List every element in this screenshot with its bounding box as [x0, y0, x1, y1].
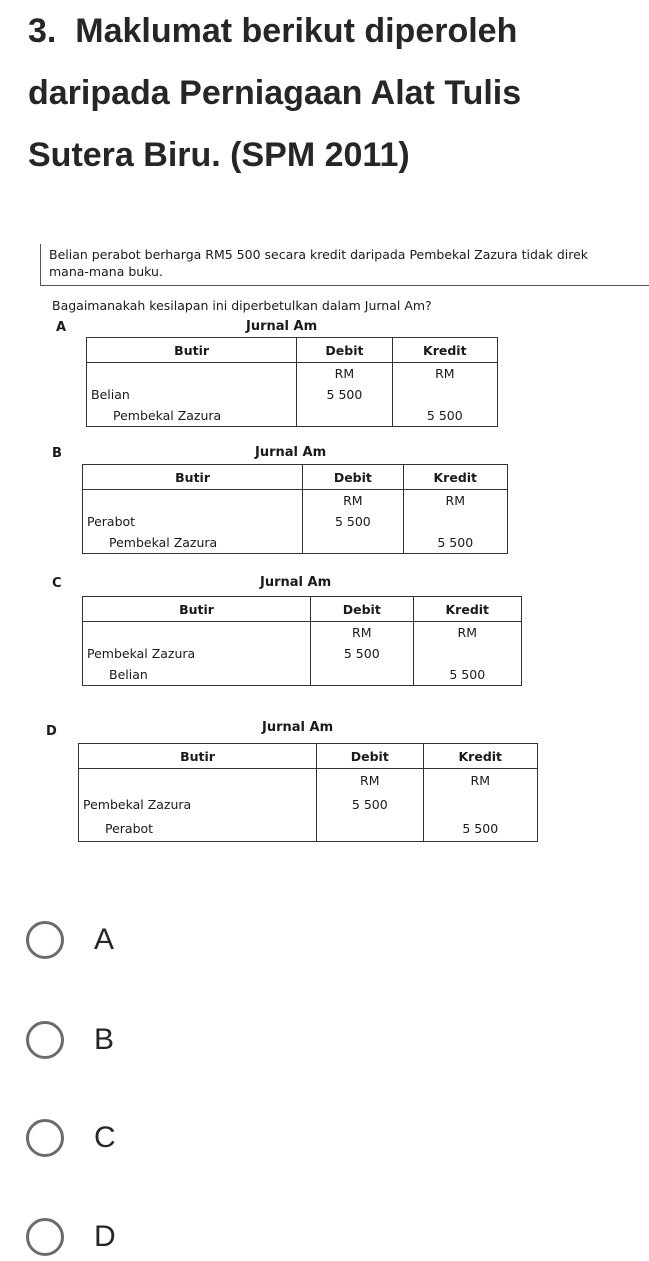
choice-b[interactable]: [26, 1016, 114, 1064]
question-text: [28, 0, 628, 186]
journal-table-c: [82, 596, 522, 686]
prompt-text: Bagaimanakah kesilapan ini diperbetulkan dalam Jurnal Am?: [52, 298, 432, 313]
option-a-letter: A: [56, 320, 67, 335]
header-kredit: Kredit: [392, 338, 497, 363]
debit-amount: 5 500: [343, 646, 380, 661]
credit-account: Pembekal Zazura: [113, 408, 222, 423]
journal-table-b: [82, 464, 508, 554]
choice-label[interactable]: B: [94, 1023, 115, 1056]
question-number: 3.: [28, 12, 57, 50]
option-d-title: Jurnal Am: [262, 720, 334, 735]
option-b-title: Jurnal Am: [255, 445, 327, 460]
currency-debit: RM: [360, 773, 380, 788]
currency-debit: RM: [334, 366, 355, 381]
header-debit: Debit: [317, 744, 423, 769]
header-kredit: Kredit: [403, 465, 507, 490]
option-d-letter: D: [46, 724, 57, 739]
debit-amount: 5 500: [334, 514, 371, 529]
header-butir: Butir: [83, 597, 311, 622]
debit-account: Pembekal Zazura: [83, 797, 192, 812]
journal-table-d: [78, 743, 538, 842]
header-kredit: Kredit: [423, 744, 537, 769]
currency-kredit: RM: [435, 366, 455, 381]
currency-debit: RM: [343, 493, 363, 508]
option-c-title: Jurnal Am: [260, 575, 332, 590]
credit-account: Perabot: [105, 821, 154, 836]
currency-kredit: RM: [457, 625, 477, 640]
credit-account: Belian: [109, 667, 148, 682]
question-line-3: Sutera Biru. (SPM 2011): [28, 136, 410, 174]
credit-account: Pembekal Zazura: [109, 535, 218, 550]
debit-account: Perabot: [87, 514, 136, 529]
radio-circle-icon[interactable]: [26, 1021, 64, 1059]
credit-amount: 5 500: [437, 535, 474, 550]
header-butir: Butir: [79, 744, 317, 769]
header-kredit: Kredit: [413, 597, 521, 622]
header-debit: Debit: [297, 338, 392, 363]
choice-label[interactable]: A: [94, 923, 115, 956]
credit-amount: 5 500: [462, 821, 499, 836]
debit-amount: 5 500: [326, 387, 363, 402]
choice-a[interactable]: [26, 916, 114, 964]
choice-label[interactable]: D: [94, 1220, 116, 1253]
journal-table-a: [86, 337, 498, 427]
radio-circle-icon[interactable]: [26, 1119, 64, 1157]
choice-label[interactable]: C: [94, 1121, 116, 1154]
choice-d[interactable]: [26, 1213, 116, 1261]
header-debit: Debit: [303, 465, 403, 490]
question-line-1: 3. Maklumat berikut diperoleh: [28, 12, 518, 50]
header-debit: Debit: [311, 597, 413, 622]
statement-line-2: mana-mana buku.: [49, 264, 163, 279]
currency-debit: RM: [352, 625, 372, 640]
currency-kredit: RM: [470, 773, 490, 788]
option-b-letter: B: [52, 446, 62, 461]
choice-c[interactable]: [26, 1114, 116, 1162]
radio-circle-icon[interactable]: [26, 1218, 64, 1256]
debit-amount: 5 500: [351, 797, 388, 812]
option-a-title: Jurnal Am: [246, 319, 318, 334]
option-c-letter: C: [52, 576, 62, 591]
statement-box: [40, 244, 649, 286]
radio-circle-icon[interactable]: [26, 921, 64, 959]
currency-kredit: RM: [445, 493, 466, 508]
credit-amount: 5 500: [449, 667, 486, 682]
debit-account: Pembekal Zazura: [87, 646, 196, 661]
header-butir: Butir: [83, 465, 303, 490]
statement-line-1: Belian perabot berharga RM5 500 secara kredit daripada Pembekal Zazura tidak direk: [49, 247, 589, 262]
credit-amount: 5 500: [426, 408, 463, 423]
header-butir: Butir: [87, 338, 297, 363]
question-line-2: daripada Perniagaan Alat Tulis: [28, 74, 522, 112]
debit-account: Belian: [91, 387, 130, 402]
